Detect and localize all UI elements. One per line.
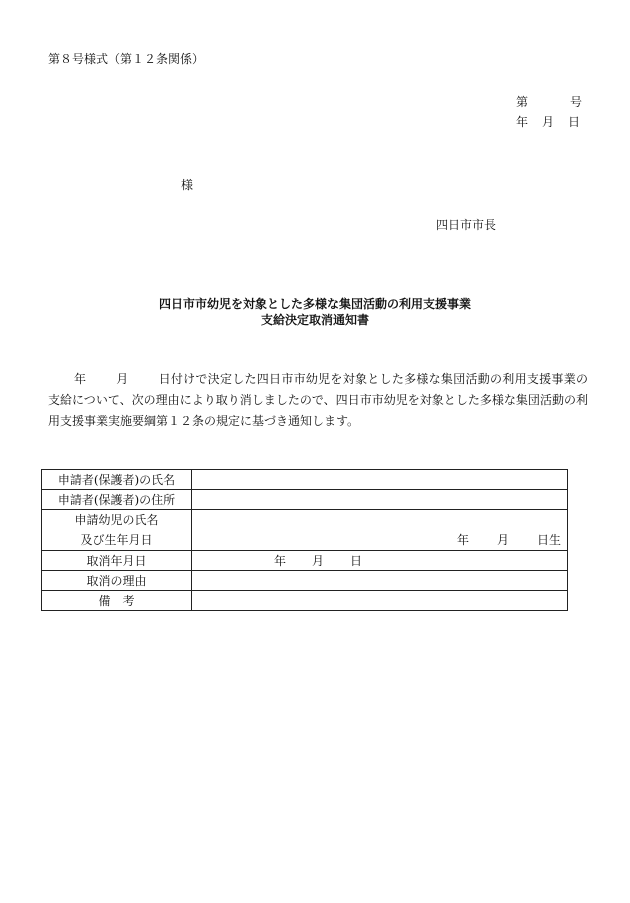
body-year: 年	[74, 372, 87, 386]
applicant-name-field[interactable]	[192, 470, 568, 490]
cancel-date-label: 取消年月日	[42, 551, 192, 571]
birth-year: 年	[456, 533, 469, 547]
addressee-honorific: 様	[181, 178, 194, 192]
cancel-reason-field[interactable]	[192, 571, 568, 591]
form-number: 第８号様式（第１２条関係）	[48, 52, 205, 66]
applicant-address-label: 申請者(保護者)の住所	[42, 490, 192, 510]
birth-day: 日生	[536, 533, 561, 547]
cancel-year: 年	[274, 554, 287, 568]
date-day: 日	[568, 115, 581, 129]
remarks-field[interactable]	[192, 591, 568, 611]
document-title	[0, 296, 630, 328]
table-row	[42, 591, 568, 611]
applicant-name-label: 申請者(保護者)の氏名	[42, 470, 192, 490]
birth-month: 月	[496, 533, 509, 547]
date-year: 年	[516, 115, 529, 129]
info-table	[41, 469, 568, 611]
body-text: 日付けで決定した四日市市幼児を対象とした多様な集団活動の利用支援事業の支給について、次の理由により取り消しましたので、四日市市幼児を対象とした多様な集団活動の利用支援事業実施要綱第１２条の規定に基づき通知します。	[48, 372, 588, 428]
table-row	[42, 470, 568, 490]
document-number-suffix: 号	[570, 95, 583, 109]
cancel-date-field[interactable]	[192, 551, 568, 571]
child-label-line-2: 及び生年月日	[80, 533, 153, 547]
cancel-reason-label: 取消の理由	[42, 571, 192, 591]
table-row	[42, 510, 568, 551]
document-number-prefix: 第	[516, 95, 529, 109]
table-row	[42, 490, 568, 510]
cancel-day: 日	[350, 554, 363, 568]
title-line-2: 支給決定取消通知書	[260, 313, 369, 327]
table-row	[42, 571, 568, 591]
child-name-label	[42, 510, 192, 551]
body-paragraph	[48, 369, 588, 432]
child-label-line-1: 申請幼児の氏名	[74, 513, 159, 527]
sender-name: 四日市市長	[436, 218, 497, 232]
title-line-1: 四日市市幼児を対象とした多様な集団活動の利用支援事業	[158, 297, 471, 311]
cancel-month: 月	[312, 554, 325, 568]
child-name-field[interactable]	[192, 510, 568, 551]
date-month: 月	[542, 115, 555, 129]
remarks-label: 備 考	[42, 591, 192, 611]
document-date	[516, 113, 580, 130]
table-row	[42, 551, 568, 571]
applicant-address-field[interactable]	[192, 490, 568, 510]
body-month: 月	[116, 372, 129, 386]
document-number	[516, 93, 582, 110]
